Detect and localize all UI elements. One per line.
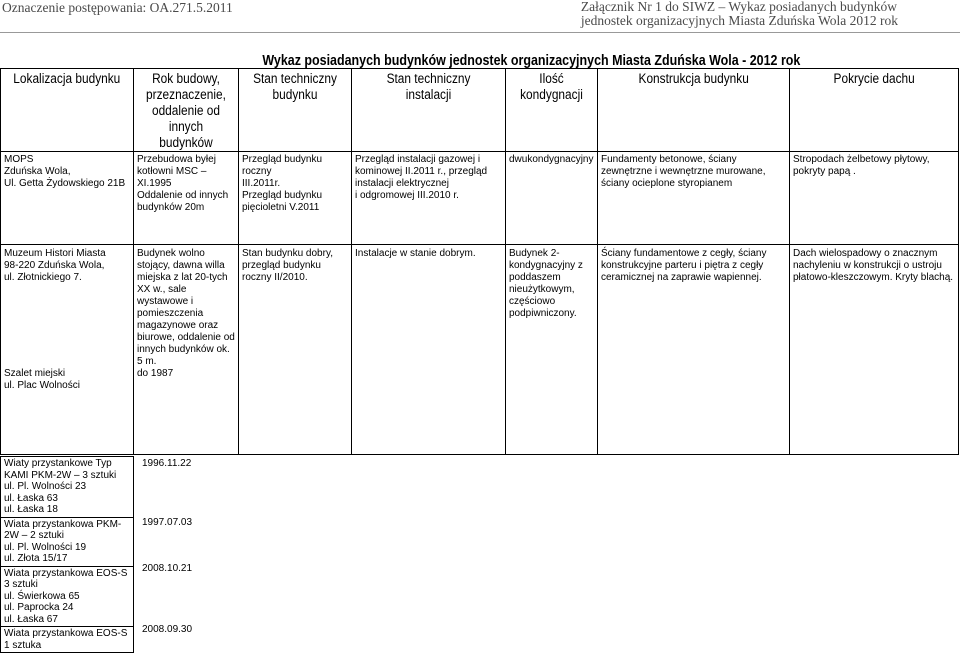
header-attachment-line1: Załącznik Nr 1 do SIWZ – Wykaz posiadanych budynków <box>580 0 898 14</box>
header-divider <box>0 32 960 33</box>
bus-stops-table <box>0 456 134 653</box>
col-header-state-install: Stan techniczny instalacji <box>352 69 506 152</box>
cell-year: Przebudowa byłej kotłowni MSC – XI.1995 Oddalenie od innych budynków 20m <box>134 152 239 245</box>
location-toilet: Szalet miejski ul. Plac Wolności <box>4 368 80 391</box>
bus-stop-item: Wiata przystankowa EOS-S 1 sztuka <box>1 627 134 653</box>
cell-roof: Dach wielospadowy o znacznym nachyleniu w konstrukcji o ustroju płatowo-kleszczowym. Kryty blachą. <box>790 245 959 455</box>
cell-floors: Budynek 2-kondygnacyjny z poddaszem nieużytkowym, częściowo podpiwniczony. <box>506 245 598 455</box>
table-row <box>1 566 134 627</box>
table-row <box>1 457 134 518</box>
cell-state-building: Przegląd budynku roczny III.2011r. Przegląd budynku pięcioletni V.2011 <box>239 152 352 245</box>
col-header-year: Rok budowy, przeznaczenie, oddalenie od innych budynków <box>134 69 239 152</box>
year-museum: Budynek wolno stojący, dawna willa miejska z lat 20-tych XX w., sale wystawowe i pomieszczenia magazynowe oraz biurowe, oddalenie od innych budynków ok. 5 m. <box>137 248 235 367</box>
cell-construction: Ściany fundamentowe z cegły, ściany konstrukcyjne parteru i piętra z cegły ceramicznej na zaprawie wapiennej. <box>598 245 790 455</box>
cell-location: MOPS Zduńska Wola, Ul. Getta Żydowskiego 21B <box>1 152 134 245</box>
table-row <box>1 245 959 455</box>
col-header-state-building: Stan techniczny budynku <box>239 69 352 152</box>
cell-floors: dwukondygnacyjny <box>506 152 598 245</box>
bus-stop-item: Wiaty przystankowe Typ KAMI PKM-2W – 3 sztuki ul. Pl. Wolności 23 ul. Łaska 63 ul. Łaska 18 <box>1 457 134 518</box>
cell-state-install: Instalacje w stanie dobrym. <box>352 245 506 455</box>
col-header-construction: Konstrukcja budynku <box>598 69 790 152</box>
header-reference: Oznaczenie postępowania: OA.271.5.2011 <box>2 0 233 15</box>
year-toilet: do 1987 <box>137 368 174 379</box>
table-row <box>1 152 959 245</box>
col-header-floors: Ilość kondygnacji <box>506 69 598 152</box>
bus-stop-date: 2008.10.21 <box>142 563 193 574</box>
cell-location <box>1 245 134 455</box>
header-attachment <box>581 0 898 28</box>
cell-roof: Stropodach żelbetowy płytowy, pokryty papą . <box>790 152 959 245</box>
bus-stop-date: 2008.09.30 <box>142 624 193 635</box>
cell-construction: Fundamenty betonowe, ściany zewnętrzne i wewnętrzne murowane, ściany ocieplone styropianem <box>598 152 790 245</box>
table-header-row <box>1 69 959 152</box>
document-title: Wykaz posiadanych budynków jednostek organizacyjnych Miasta Zduńska Wola - 2012 rok <box>262 53 801 69</box>
bus-stop-date: 1997.07.03 <box>142 517 193 528</box>
cell-state-building: Stan budynku dobry, przegląd budynku roczny II/2010. <box>239 245 352 455</box>
location-museum: Muzeum Histori Miasta 98-220 Zduńska Wola, ul. Złotnickiego 7. <box>4 248 106 283</box>
col-header-location: Lokalizacja budynku <box>1 69 134 152</box>
bus-stop-item: Wiata przystankowa EOS-S 3 sztuki ul. Świerkowa 65 ul. Paprocka 24 ul. Łaska 67 <box>1 566 134 627</box>
bus-stop-date: 1996.11.22 <box>142 458 192 469</box>
buildings-table <box>0 68 959 455</box>
header-attachment-line2: jednostek organizacyjnych Miasta Zduńska Wola 2012 rok <box>580 13 898 28</box>
cell-state-install: Przegląd instalacji gazowej i kominowej II.2011 r., przegląd instalacji elektrycznej i odgromowej III.2010 r. <box>352 152 506 245</box>
table-row <box>1 517 134 566</box>
cell-year <box>134 245 239 455</box>
table-row <box>1 627 134 653</box>
bus-stop-item: Wiata przystankowa PKM-2W – 2 sztuki ul. Pl. Wolności 19 ul. Złota 15/17 <box>1 517 134 566</box>
col-header-roof: Pokrycie dachu <box>790 69 959 152</box>
